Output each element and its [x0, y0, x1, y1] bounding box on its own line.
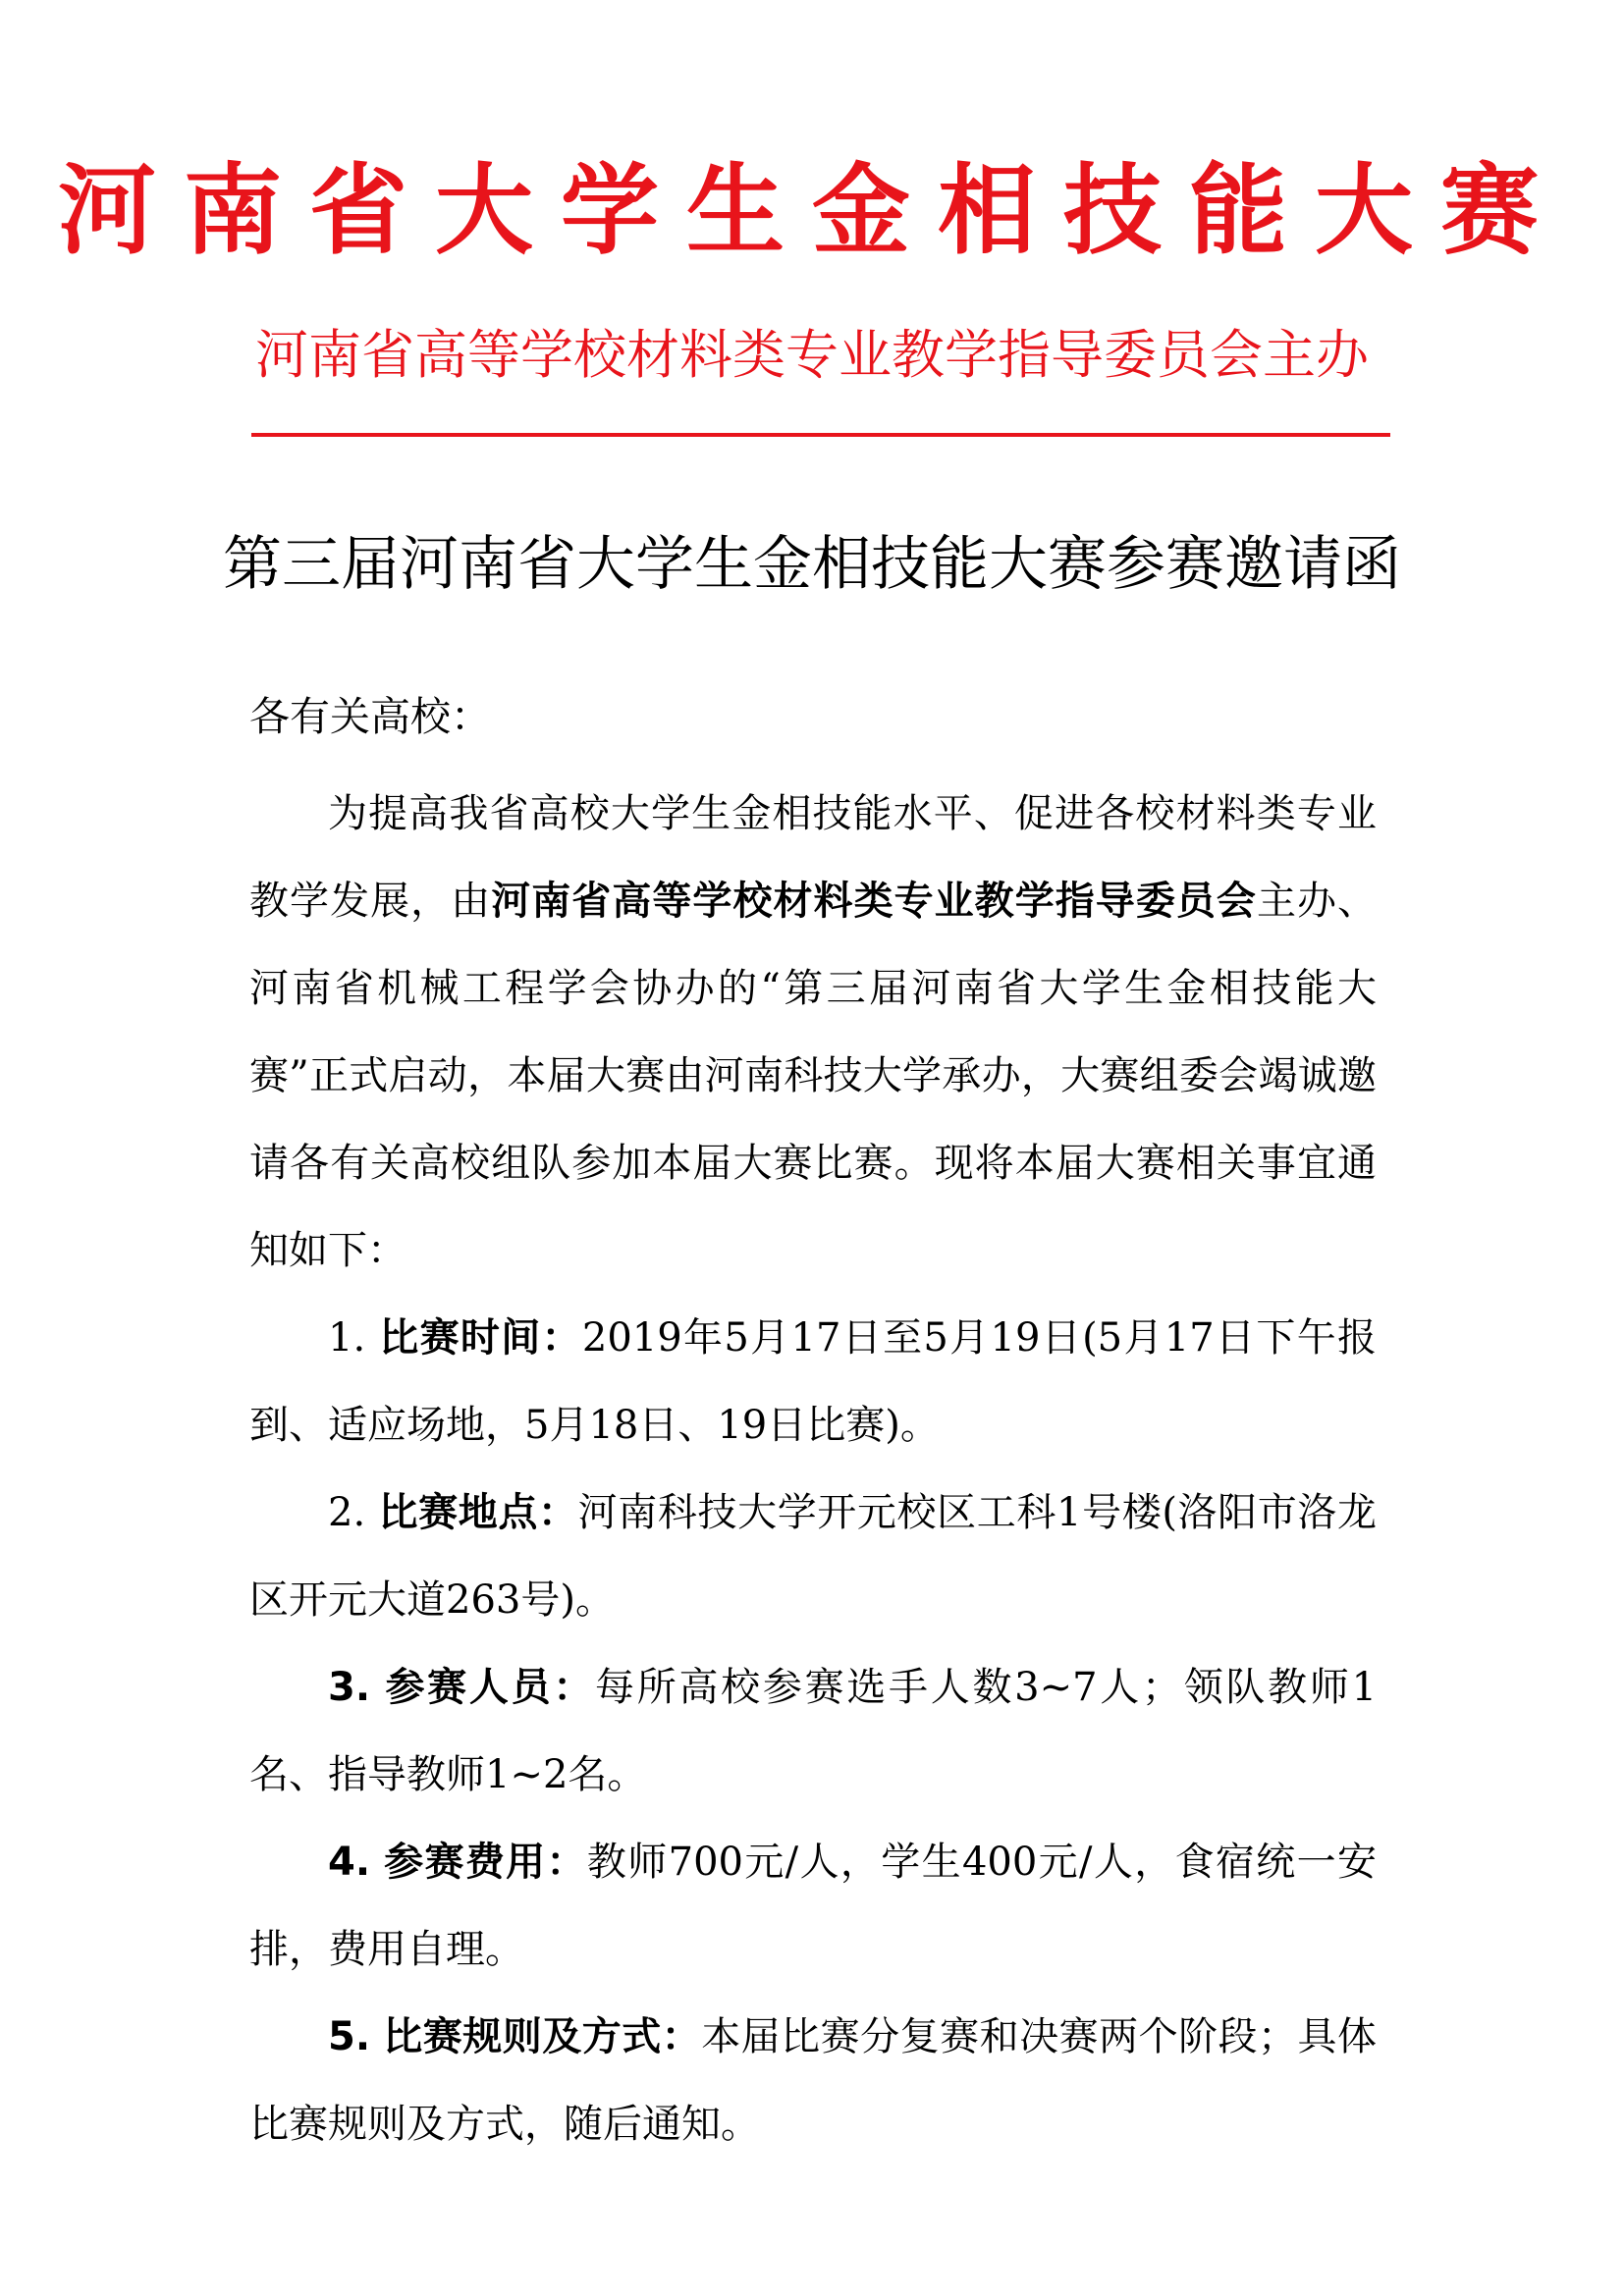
item-paragraph [249, 1994, 1377, 2168]
item-text: 每所高校参赛选手人数3~7人；领队教师1名、指导教师1~2名。 [249, 1665, 1378, 1797]
document-title: 第三届河南省大学生金相技能大赛参赛邀请函 [223, 530, 1401, 599]
item-separator: ： [553, 1665, 596, 1710]
item-number: 3. [328, 1665, 371, 1710]
item-label: 比赛地点 [378, 1490, 538, 1535]
organizer-name: 河南省高等学校材料类专业教学指导委员会 [491, 879, 1257, 924]
item-separator: ： [661, 2014, 702, 2059]
item-number: 5. [328, 2014, 371, 2059]
item-separator: ： [546, 1840, 587, 1885]
letterhead-subtitle: 河南省高等学校材料类专业教学指导委员会主办 [255, 324, 1369, 386]
item-label: 比赛时间 [379, 1315, 542, 1361]
item-number: 4. [328, 1840, 371, 1885]
item-paragraph [249, 1819, 1377, 1994]
item-separator: ： [541, 1315, 582, 1361]
item-number: 2. [328, 1490, 366, 1535]
item-label: 参赛费用 [384, 1840, 547, 1885]
intro-text-2: 主办、河南省机械工程学会协办的“第三届河南省大学生金相技能大赛”正式启动，本届大赛由河南科技大学承办，大赛组委会竭诚邀请各有关高校组队参加本届大赛比赛。现将本届大赛相关事宜通知如下： [249, 879, 1378, 1273]
item-text: 2019年5月17日至5月19日(5月17日下午报到、适应场地，5月18日、19日比赛)。 [249, 1315, 1378, 1448]
item-separator: ： [537, 1490, 578, 1535]
intro-text-1: 为提高我省高校大学生金相技能水平、促进各校材料类专业教学发展，由 [249, 791, 1377, 924]
item-paragraph [249, 1469, 1377, 1644]
item-number: 1. [328, 1315, 366, 1361]
item-label: 比赛规则及方式 [383, 2014, 662, 2059]
item-label: 参赛人员 [385, 1665, 554, 1710]
item-text: 教师700元/人，学生400元/人，食宿统一安排，费用自理。 [249, 1840, 1377, 1972]
document-body [249, 771, 1377, 2168]
salutation: 各有关高校： [249, 693, 491, 740]
item-text: 本届比赛分复赛和决赛两个阶段；具体比赛规则及方式，随后通知。 [249, 2014, 1378, 2147]
item-text: 河南科技大学开元校区工科1号楼(洛阳市洛龙区开元大道263号)。 [249, 1490, 1378, 1623]
intro-paragraph [249, 771, 1377, 1295]
item-paragraph [249, 1295, 1377, 1469]
item-paragraph [249, 1644, 1377, 1819]
letterhead-divider [251, 433, 1390, 437]
letterhead-title: 河南省大学生金相技能大赛 [58, 153, 1566, 268]
